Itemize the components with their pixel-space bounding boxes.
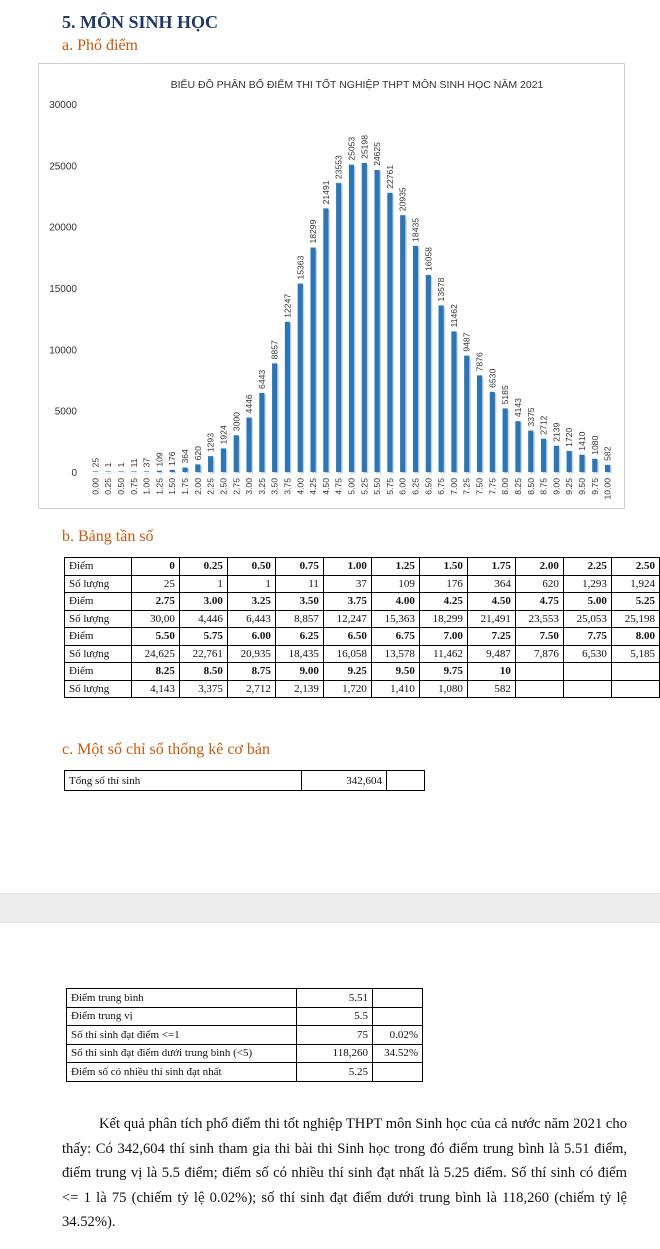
data-label: 16058 — [423, 247, 434, 272]
x-tick-label: 0.50 — [116, 478, 127, 495]
total-extra — [387, 771, 425, 791]
stat-value: 5.25 — [297, 1063, 373, 1082]
count-label: Số lượng — [65, 610, 132, 628]
x-tick-label: 9.50 — [576, 478, 587, 495]
y-tick-label: 20000 — [49, 222, 77, 234]
x-tick-label: 6.25 — [410, 478, 421, 495]
data-label: 1 — [103, 462, 114, 468]
data-label: 6530 — [487, 368, 498, 388]
count-cell: 8,857 — [275, 610, 323, 628]
count-cell: 30,00 — [131, 610, 179, 628]
count-cell: 22,761 — [179, 645, 227, 663]
bar — [323, 208, 328, 472]
total-label: Tổng số thí sinh — [65, 771, 302, 791]
x-tick-label: 5.25 — [359, 478, 370, 495]
count-cell: 25,198 — [611, 610, 659, 628]
x-tick-label: 1.25 — [154, 478, 165, 495]
total-students-table — [64, 770, 425, 791]
summary-text: Kết quả phân tích phổ điểm thi tốt nghiệp THPT môn Sinh học của cả nước năm 2021 cho thấy: Có 342,604 thí sinh tham gia thi bài thi Sinh học trong đó điểm trung bình là 5.51 điểm, điểm trung vị là 5.5 điểm; điểm số có nhiều thí sinh đạt nhất là 5.25 điểm. Số thí sinh có điểm <= 1 là 75 (chiếm tỷ lệ 0.02%); số thí sinh đạt điểm dưới trung bình là 118,260 (chiếm tỷ lệ 34.52%). — [62, 1116, 627, 1230]
count-cell: 1 — [227, 575, 275, 593]
x-tick-label: 4.00 — [295, 478, 306, 495]
data-label: 25053 — [346, 136, 357, 161]
count-cell: 16,058 — [323, 645, 371, 663]
x-tick-label: 2.25 — [205, 478, 216, 495]
score-cell: 8.00 — [611, 628, 659, 646]
bar — [579, 455, 584, 472]
data-label: 8857 — [269, 340, 280, 360]
score-cell: 1.25 — [371, 558, 419, 576]
y-tick-label: 0 — [71, 468, 77, 479]
data-label: 25198 — [359, 134, 370, 159]
stat-value: 5.51 — [297, 989, 373, 1008]
count-cell: 1,410 — [371, 680, 419, 698]
x-tick-label: 5.00 — [346, 478, 357, 495]
count-cell: 18,299 — [419, 610, 467, 628]
bar — [592, 459, 597, 472]
score-cell: 7.00 — [419, 628, 467, 646]
summary-paragraph — [62, 1112, 627, 1235]
data-label: 1410 — [576, 431, 587, 451]
count-cell: 6,443 — [227, 610, 275, 628]
x-tick-label: 8.00 — [500, 478, 511, 495]
data-label: 12247 — [282, 293, 293, 318]
score-cell: 4.25 — [419, 593, 467, 611]
stat-label: Điểm số có nhiều thí sinh đạt nhất — [67, 1063, 297, 1082]
stat-label: Số thí sinh đạt điểm dưới trung bình (<5) — [67, 1044, 297, 1063]
score-cell: 5.50 — [131, 628, 179, 646]
bar-shadow — [94, 473, 99, 474]
stat-percent — [373, 1007, 423, 1026]
stat-label: Điểm trung bình — [67, 989, 297, 1008]
score-cell: 4.75 — [515, 593, 563, 611]
score-cell: 7.50 — [515, 628, 563, 646]
chart-svg — [39, 64, 626, 510]
section-title: 5. MÔN SINH HỌC — [62, 12, 219, 32]
subsection-c-title: c. Một số chỉ số thống kê cơ bản — [62, 741, 270, 758]
data-label: 15363 — [295, 255, 306, 280]
score-cell: 7.75 — [563, 628, 611, 646]
bar-shadow — [145, 473, 150, 474]
bar — [541, 439, 546, 472]
bar — [208, 456, 213, 472]
count-cell: 1,293 — [563, 575, 611, 593]
score-cell: 2.00 — [515, 558, 563, 576]
x-tick-label: 7.50 — [474, 478, 485, 495]
bar-shadow — [120, 473, 125, 474]
data-label: 109 — [154, 452, 165, 467]
x-tick-label: 5.50 — [372, 478, 383, 495]
score-cell: 0.25 — [179, 558, 227, 576]
data-label: 3375 — [525, 407, 536, 427]
table-row — [67, 989, 423, 1008]
x-tick-label: 3.00 — [244, 478, 255, 495]
count-row — [65, 575, 660, 593]
data-label: 11 — [128, 458, 139, 468]
score-cell: 2.25 — [563, 558, 611, 576]
data-label: 5185 — [500, 385, 511, 405]
x-tick-label: 7.25 — [461, 478, 472, 495]
count-label: Số lượng — [65, 645, 132, 663]
y-tick-label: 25000 — [49, 161, 77, 173]
x-tick-label: 1.00 — [141, 478, 152, 495]
data-label: 37 — [141, 457, 152, 468]
count-row — [65, 610, 660, 628]
x-tick-label: 5.75 — [384, 478, 395, 495]
count-cell: 20,935 — [227, 645, 275, 663]
x-tick-label: 9.75 — [589, 478, 600, 495]
count-cell: 176 — [419, 575, 467, 593]
data-label: 24625 — [372, 142, 383, 166]
bar — [567, 451, 572, 472]
score-cell: 3.25 — [227, 593, 275, 611]
count-cell: 109 — [371, 575, 419, 593]
bar-shadow — [158, 472, 163, 473]
x-tick-label: 0.75 — [128, 478, 139, 495]
score-cell: 8.50 — [179, 663, 227, 681]
count-cell: 2,139 — [275, 680, 323, 698]
x-tick-label: 0.00 — [90, 478, 101, 495]
bar — [490, 392, 495, 472]
table-row — [67, 1044, 423, 1063]
x-tick-label: 1.50 — [167, 478, 178, 495]
count-cell: 9,487 — [467, 645, 515, 663]
score-label: Điểm — [65, 558, 132, 576]
score-cell: 10 — [467, 663, 515, 681]
data-label: 13578 — [436, 277, 447, 302]
count-cell: 2,712 — [227, 680, 275, 698]
count-cell: 21,491 — [467, 610, 515, 628]
count-cell: 582 — [467, 680, 515, 698]
data-label: 22761 — [384, 164, 395, 189]
score-cell: 9.75 — [419, 663, 467, 681]
bar — [400, 215, 405, 472]
y-tick-label: 5000 — [54, 406, 77, 418]
stat-label: Điểm trung vị — [67, 1007, 297, 1026]
x-tick-label: 10.00 — [602, 478, 613, 500]
total-value: 342,604 — [302, 771, 387, 791]
count-cell: 3,375 — [179, 680, 227, 698]
count-cell: 18,435 — [275, 645, 323, 663]
stat-value: 75 — [297, 1026, 373, 1045]
score-cell: 3.50 — [275, 593, 323, 611]
score-cell: 4.00 — [371, 593, 419, 611]
score-cell: 5.00 — [563, 593, 611, 611]
stat-label: Số thí sinh đạt điểm <=1 — [67, 1026, 297, 1045]
bar — [157, 471, 162, 472]
score-cell: 6.50 — [323, 628, 371, 646]
bar — [93, 471, 98, 472]
bar — [234, 435, 239, 472]
count-cell: 1,080 — [419, 680, 467, 698]
x-tick-label: 3.50 — [269, 478, 280, 495]
data-label: 23553 — [333, 155, 344, 180]
count-row — [65, 645, 660, 663]
bar — [477, 375, 482, 472]
bar — [503, 408, 508, 472]
data-label: 582 — [602, 446, 613, 461]
bar — [259, 393, 264, 472]
x-tick-label: 0.25 — [103, 478, 114, 495]
count-cell: 13,578 — [371, 645, 419, 663]
count-cell: 4,446 — [179, 610, 227, 628]
bar — [439, 305, 444, 472]
data-label: 18299 — [308, 219, 319, 244]
bar — [413, 246, 418, 472]
x-tick-label: 3.75 — [282, 478, 293, 495]
data-label: 1293 — [205, 433, 216, 453]
score-cell: 9.25 — [323, 663, 371, 681]
count-cell — [611, 680, 659, 698]
score-cell: 3.00 — [179, 593, 227, 611]
data-label: 6443 — [256, 369, 267, 389]
data-label: 18435 — [410, 217, 421, 242]
count-cell: 23,553 — [515, 610, 563, 628]
bar — [118, 471, 123, 472]
score-cell: 0.75 — [275, 558, 323, 576]
data-label: 176 — [167, 451, 178, 466]
stat-value: 118,260 — [297, 1044, 373, 1063]
score-cell — [515, 663, 563, 681]
x-tick-label: 9.25 — [564, 478, 575, 495]
subsection-a-title: a. Phổ điểm — [62, 37, 138, 54]
score-cell: 6.25 — [275, 628, 323, 646]
data-label: 3000 — [231, 412, 242, 432]
count-cell — [563, 680, 611, 698]
score-cell: 2.75 — [131, 593, 179, 611]
bar — [528, 431, 533, 472]
data-label: 1720 — [564, 427, 575, 447]
count-cell: 12,247 — [323, 610, 371, 628]
score-row — [65, 593, 660, 611]
count-cell: 25 — [131, 575, 179, 593]
bar — [106, 471, 111, 472]
count-cell — [515, 680, 563, 698]
statistics-table — [66, 988, 423, 1082]
count-cell: 11,462 — [419, 645, 467, 663]
data-label: 20935 — [397, 187, 408, 212]
data-label: 1 — [116, 462, 127, 468]
subsection-b-title: b. Bảng tần số — [62, 528, 154, 545]
score-cell: 2.50 — [611, 558, 659, 576]
count-label: Số lượng — [65, 575, 132, 593]
bar-shadow — [107, 473, 112, 474]
score-cell: 5.75 — [179, 628, 227, 646]
x-tick-label: 6.50 — [423, 478, 434, 495]
score-cell: 4.50 — [467, 593, 515, 611]
data-label: 25 — [90, 457, 101, 468]
bar — [349, 165, 354, 472]
count-cell: 24,625 — [131, 645, 179, 663]
stat-value: 5.5 — [297, 1007, 373, 1026]
bar — [131, 471, 136, 472]
x-tick-label: 1.75 — [180, 478, 191, 495]
x-tick-label: 4.50 — [320, 478, 331, 495]
count-cell: 37 — [323, 575, 371, 593]
score-cell: 3.75 — [323, 593, 371, 611]
stat-percent — [373, 989, 423, 1008]
bar — [362, 163, 367, 472]
score-label: Điểm — [65, 593, 132, 611]
bar — [451, 331, 456, 472]
x-tick-label: 9.00 — [551, 478, 562, 495]
data-label: 620 — [192, 446, 203, 461]
data-label: 364 — [180, 449, 191, 464]
bar — [605, 465, 610, 472]
score-cell: 6.00 — [227, 628, 275, 646]
x-tick-label: 2.00 — [192, 478, 203, 495]
table-row — [65, 771, 425, 791]
score-cell: 1.75 — [467, 558, 515, 576]
score-cell: 7.25 — [467, 628, 515, 646]
bar — [170, 470, 175, 472]
score-cell: 1.50 — [419, 558, 467, 576]
score-cell: 8.25 — [131, 663, 179, 681]
score-cell: 0.50 — [227, 558, 275, 576]
data-label: 11462 — [448, 304, 459, 328]
y-tick-label: 15000 — [49, 284, 77, 295]
x-tick-label: 8.75 — [538, 478, 549, 495]
bar — [310, 248, 315, 472]
chart-title: BIỂU ĐỒ PHÂN BỐ ĐIỂM THI TỐT NGHIỆP THPT MÔN SINH HỌC NĂM 2021 — [170, 79, 544, 91]
score-distribution-chart — [38, 63, 625, 509]
x-tick-label: 7.75 — [487, 478, 498, 495]
score-cell: 6.75 — [371, 628, 419, 646]
bar — [426, 275, 431, 472]
x-tick-label: 6.00 — [397, 478, 408, 495]
score-row — [65, 558, 660, 576]
bar — [298, 284, 303, 472]
x-tick-label: 4.75 — [333, 478, 344, 495]
bar — [375, 170, 380, 472]
score-cell: 8.75 — [227, 663, 275, 681]
y-tick-label: 30000 — [49, 100, 77, 111]
bar — [246, 417, 251, 472]
count-cell: 5,185 — [611, 645, 659, 663]
data-label: 21491 — [320, 180, 331, 205]
stat-percent: 34.52% — [373, 1044, 423, 1063]
stat-percent: 0.02% — [373, 1026, 423, 1045]
score-label: Điểm — [65, 628, 132, 646]
score-row — [65, 628, 660, 646]
bar — [464, 356, 469, 472]
score-cell: 9.00 — [275, 663, 323, 681]
bar — [195, 464, 200, 472]
score-cell: 0 — [131, 558, 179, 576]
count-cell: 364 — [467, 575, 515, 593]
data-label: 9487 — [461, 332, 472, 352]
bar — [554, 446, 559, 472]
table-row — [67, 1063, 423, 1082]
count-cell: 4,143 — [131, 680, 179, 698]
count-cell: 25,053 — [563, 610, 611, 628]
data-label: 2712 — [538, 415, 549, 435]
table-row — [67, 1007, 423, 1026]
table-row — [67, 1026, 423, 1045]
frequency-table — [64, 557, 660, 698]
x-tick-label: 3.25 — [256, 478, 267, 495]
x-tick-label: 8.50 — [525, 478, 536, 495]
score-cell: 1.00 — [323, 558, 371, 576]
count-cell: 11 — [275, 575, 323, 593]
count-cell: 6,530 — [563, 645, 611, 663]
data-label: 2139 — [551, 422, 562, 442]
bar — [285, 322, 290, 472]
data-label: 1924 — [218, 425, 229, 445]
count-cell: 1,924 — [611, 575, 659, 593]
x-tick-label: 2.75 — [231, 478, 242, 495]
count-cell: 1,720 — [323, 680, 371, 698]
bar — [272, 363, 277, 472]
bar — [336, 183, 341, 472]
count-cell: 15,363 — [371, 610, 419, 628]
x-tick-label: 7.00 — [448, 478, 459, 495]
score-label: Điểm — [65, 663, 132, 681]
score-row — [65, 663, 660, 681]
stat-percent — [373, 1063, 423, 1082]
count-cell: 7,876 — [515, 645, 563, 663]
bar-shadow — [133, 473, 138, 474]
count-row — [65, 680, 660, 698]
page-break-divider — [0, 893, 660, 923]
bar — [221, 448, 226, 472]
count-cell: 620 — [515, 575, 563, 593]
score-cell — [563, 663, 611, 681]
bar — [387, 193, 392, 472]
score-cell: 9.50 — [371, 663, 419, 681]
x-tick-label: 4.25 — [308, 478, 319, 495]
x-tick-label: 2.50 — [218, 478, 229, 495]
y-tick-label: 10000 — [49, 345, 77, 357]
score-cell: 5.25 — [611, 593, 659, 611]
bar — [515, 421, 520, 472]
bar — [144, 471, 149, 472]
count-label: Số lượng — [65, 680, 132, 698]
x-tick-label: 8.25 — [512, 478, 523, 495]
count-cell: 1 — [179, 575, 227, 593]
x-tick-label: 6.75 — [436, 478, 447, 495]
bar — [182, 468, 187, 472]
data-label: 4446 — [244, 394, 255, 414]
data-label: 7876 — [474, 352, 485, 372]
data-label: 4143 — [512, 398, 523, 418]
data-label: 1080 — [589, 435, 600, 455]
score-cell — [611, 663, 659, 681]
